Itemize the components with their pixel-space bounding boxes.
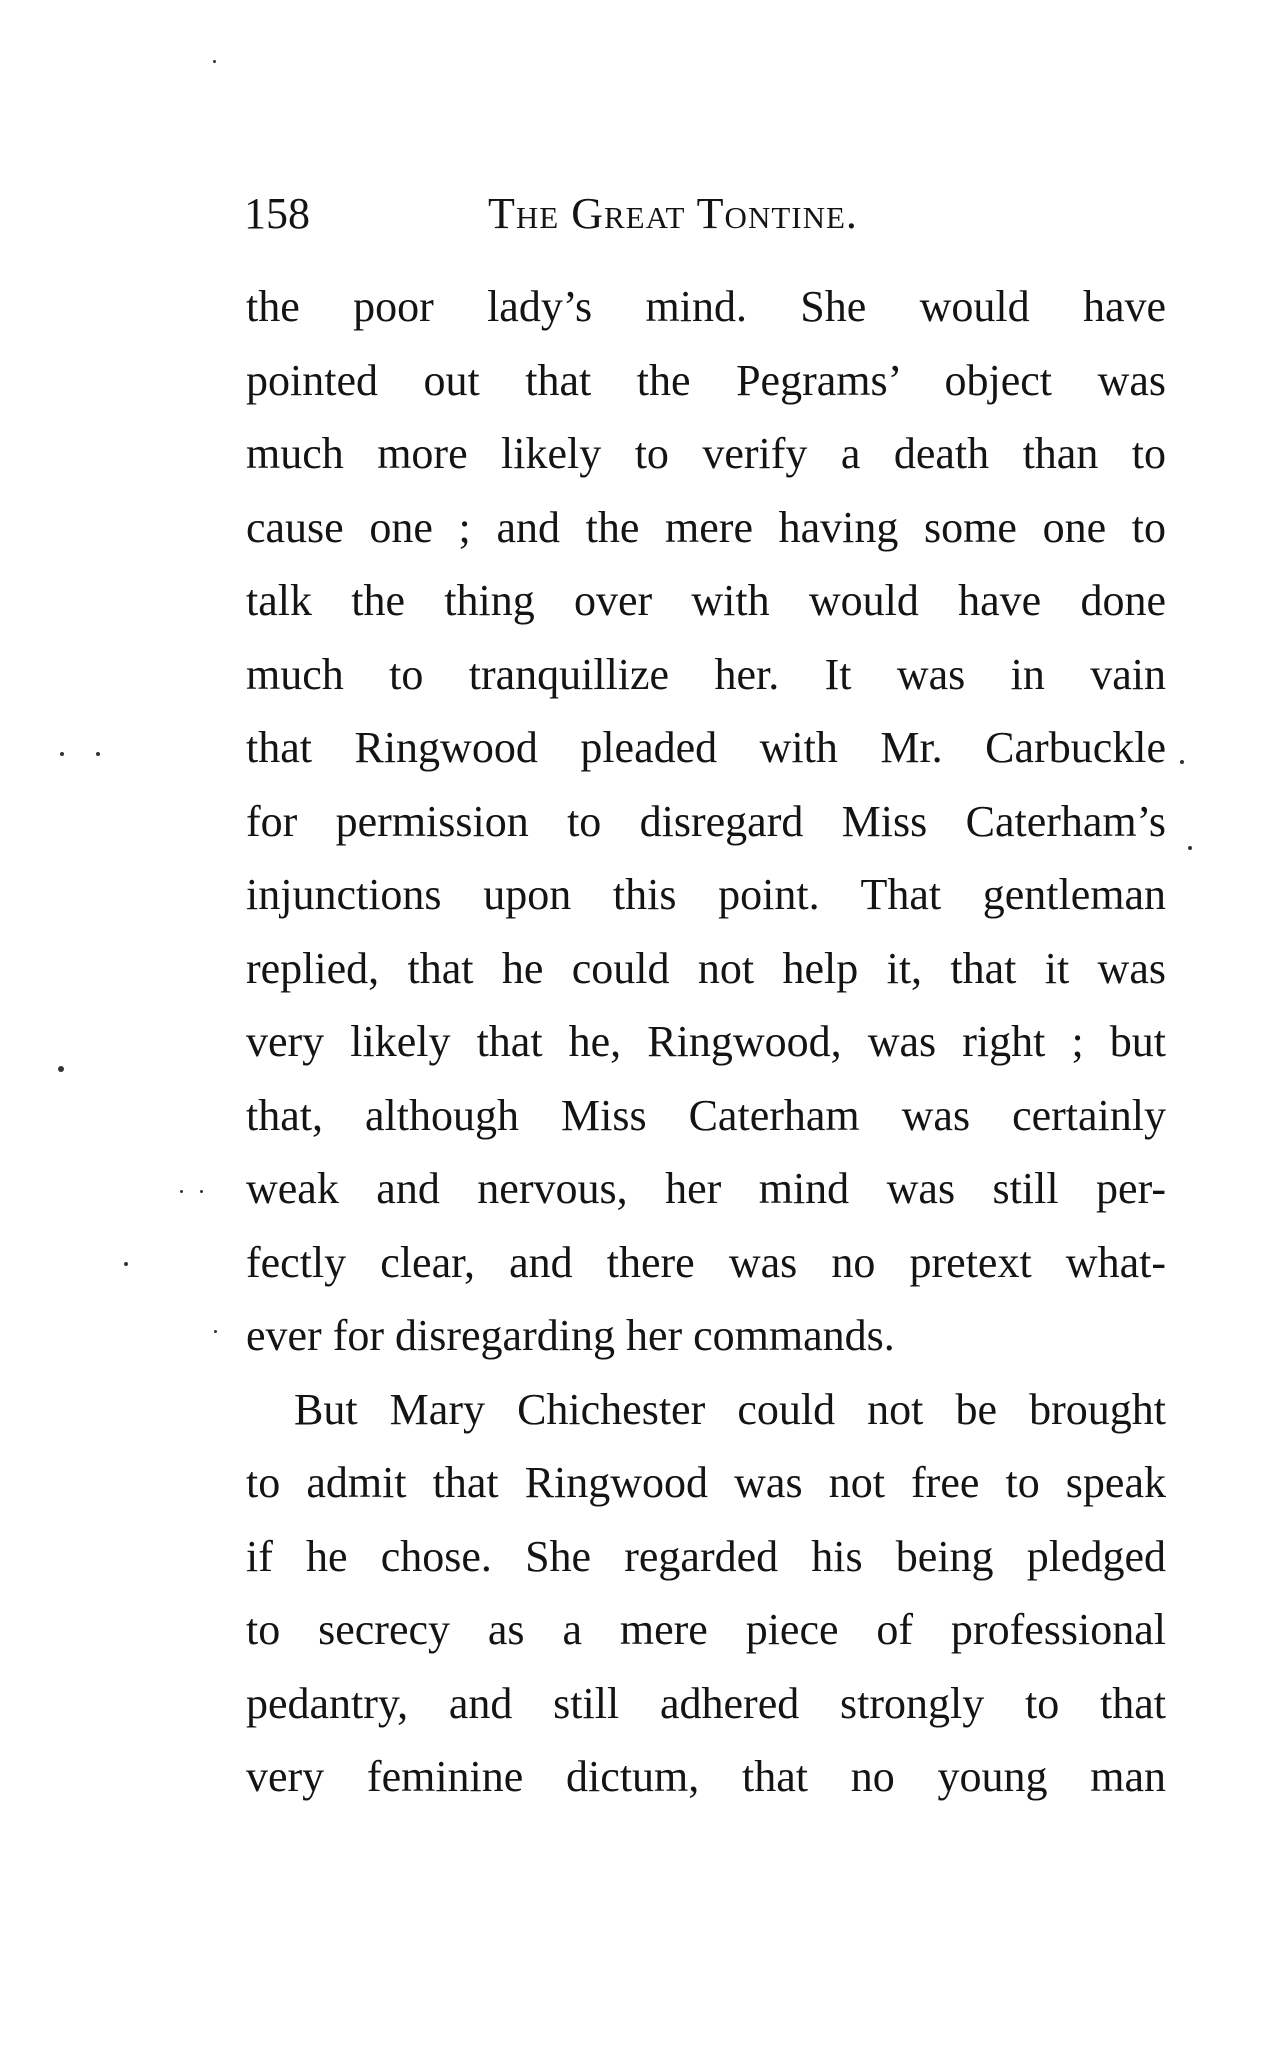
scan-speck (180, 1190, 183, 1193)
text-line: pedantry, and still adhered strongly to that (246, 1678, 1166, 1728)
text-line: very feminine dictum, that no young man (246, 1752, 1166, 1801)
scan-speck (96, 752, 100, 756)
text-line: weak and nervous, her mind was still per- (246, 1164, 1166, 1213)
text-line: if he chose. She regarded his being pledged (246, 1531, 1166, 1581)
body-text (246, 270, 1166, 1814)
scan-speck (124, 1262, 128, 1266)
text-line: injunctions upon this point. That gentleman (246, 870, 1166, 919)
paragraph-end-line: ever for disregarding her commands. (246, 1311, 895, 1360)
scan-speck (1180, 760, 1184, 764)
scan-speck (200, 1190, 203, 1193)
paragraph-start-line: But Mary Chichester could not be brought (294, 1384, 1166, 1434)
text-line: to secrecy as a mere piece of professional (246, 1605, 1166, 1654)
scan-speck (58, 1066, 64, 1072)
text-line: for permission to disregard Miss Caterham’s (246, 796, 1166, 846)
text-line: that Ringwood pleaded with Mr. Carbuckle (246, 723, 1166, 772)
text-line: very likely that he, Ringwood, was right ; but (246, 1017, 1166, 1066)
scan-speck (1188, 846, 1192, 850)
text-line: cause one ; and the mere having some one to (246, 502, 1166, 552)
text-line: much more likely to verify a death than to (246, 429, 1166, 478)
scan-speck (60, 752, 64, 756)
text-line: much to tranquillize her. It was in vain (246, 649, 1166, 699)
scan-speck (213, 60, 216, 63)
text-line: talk the thing over with would have done (246, 576, 1166, 625)
text-line: that, although Miss Caterham was certainly (246, 1090, 1166, 1140)
page-number: 158 (244, 189, 310, 238)
running-title: The Great Tontine. (488, 189, 858, 238)
text-line: fectly clear, and there was no pretext what- (246, 1237, 1166, 1287)
text-line: to admit that Ringwood was not free to speak (246, 1458, 1166, 1507)
text-line: pointed out that the Pegrams’ object was (246, 355, 1166, 405)
scan-speck (214, 1330, 217, 1333)
text-line: the poor lady’s mind. She would have (246, 282, 1166, 331)
running-head (244, 184, 1164, 244)
text-line: replied, that he could not help it, that it was (246, 943, 1166, 993)
